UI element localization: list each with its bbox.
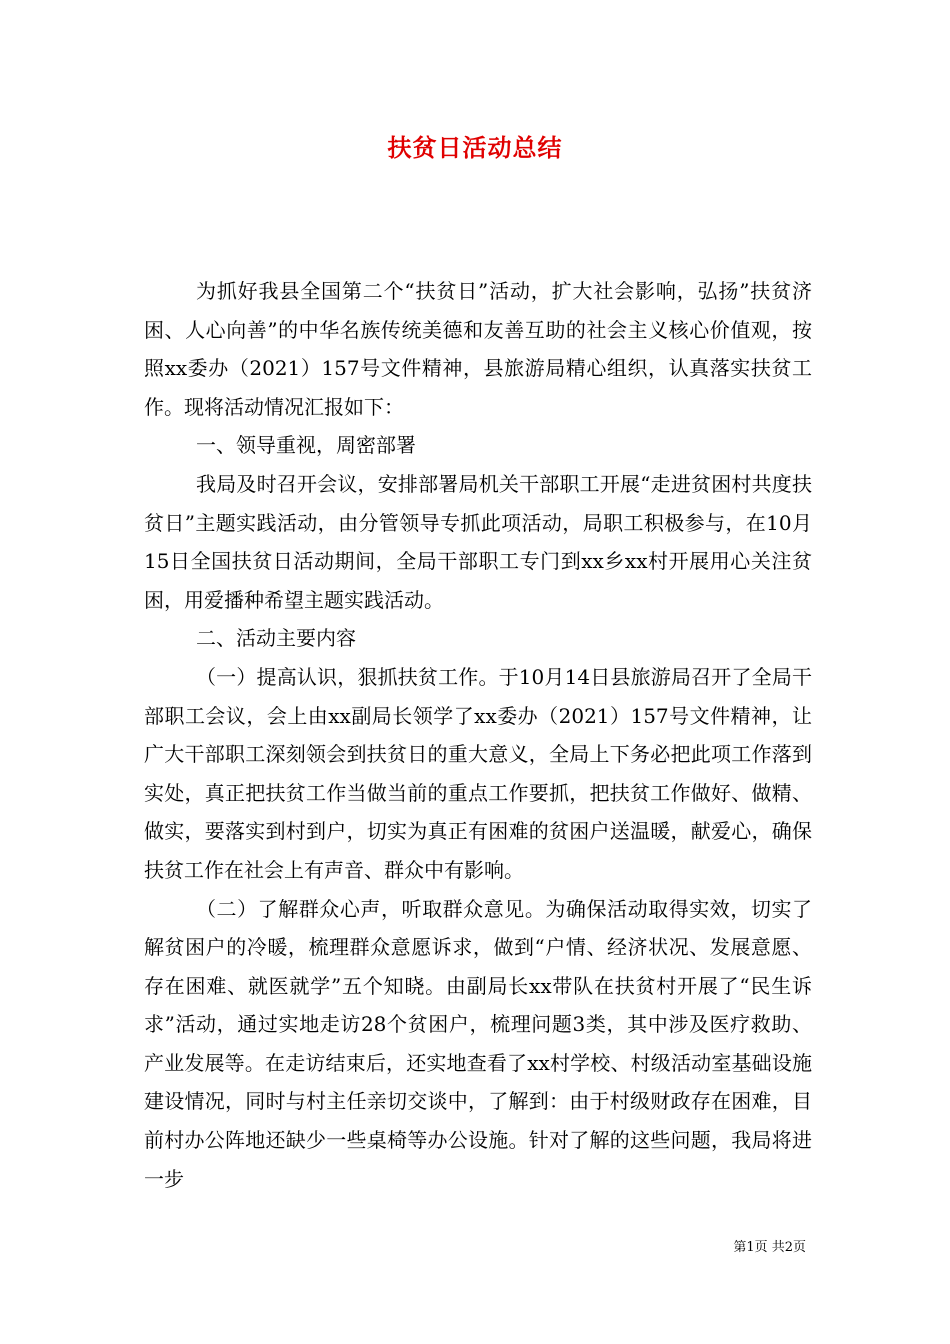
paragraph-item-1: （一）提高认识，狠抓扶贫工作。于10月14日县旅游局召开了全局干部职工会议，会上由xx副局长领学了xx委办（2021）157号文件精神，让广大干部职工深刻领会到扶贫日的重大意义，全局上下务必把此项工作落到实处，真正把扶贫工作当做当前的重点工作要抓，把扶贫工作做好、做精、做实，要落实到村到户，切实为真正有困难的贫困户送温暖，献爱心，确保扶贫工作在社会上有声音、群众中有影响。 xyxy=(144,664,812,882)
paragraph-intro: 为抓好我县全国第二个“扶贫日”活动，扩大社会影响，弘扬”扶贫济困、人心向善”的中华名族传统美德和友善互助的社会主义核心价值观，按照xx委办（2021）157号文件精神，县旅游局精心组织，认真落实扶贫工作。现将活动情况汇报如下： xyxy=(144,279,812,419)
section-heading-1: 一、领导重视，周密部署 xyxy=(196,433,416,458)
section-heading-2: 二、活动主要内容 xyxy=(196,626,356,651)
paragraph-item-2: （二）了解群众心声，听取群众意见。为确保活动取得实效，切实了解贫困户的冷暖，梳理群众意愿诉求，做到“户情、经济状况、发展意愿、存在困难、就医就学”五个知晓。由副局长xx带队在扶贫村开展了“民生诉求”活动，通过实地走访28个贫困户，梳理问题3类，其中涉及医疗救助、产业发展等。在走访结束后，还实地查看了xx村学校、村级活动室基础设施建设情况，同时与村主任亲切交谈中，了解到：由于村级财政存在困难，目前村办公阵地还缺少一些桌椅等办公设施。针对了解的这些问题，我局将进一步 xyxy=(144,896,812,1191)
page-number-label: 第1页 共2页 xyxy=(733,1240,806,1255)
document-title: 扶贫日活动总结 xyxy=(387,133,563,162)
paragraph-section-1: 我局及时召开会议，安排部署局机关干部职工开展“走进贫困村共度扶贫日”主题实践活动，由分管领导专抓此项活动，局职工积极参与，在10月15日全国扶贫日活动期间，全局干部职工专门到xx乡xx村开展用心关注贫困，用爱播种希望主题实践活动。 xyxy=(144,471,812,612)
page-number-footer xyxy=(600,1238,806,1258)
document-body xyxy=(144,272,812,1198)
